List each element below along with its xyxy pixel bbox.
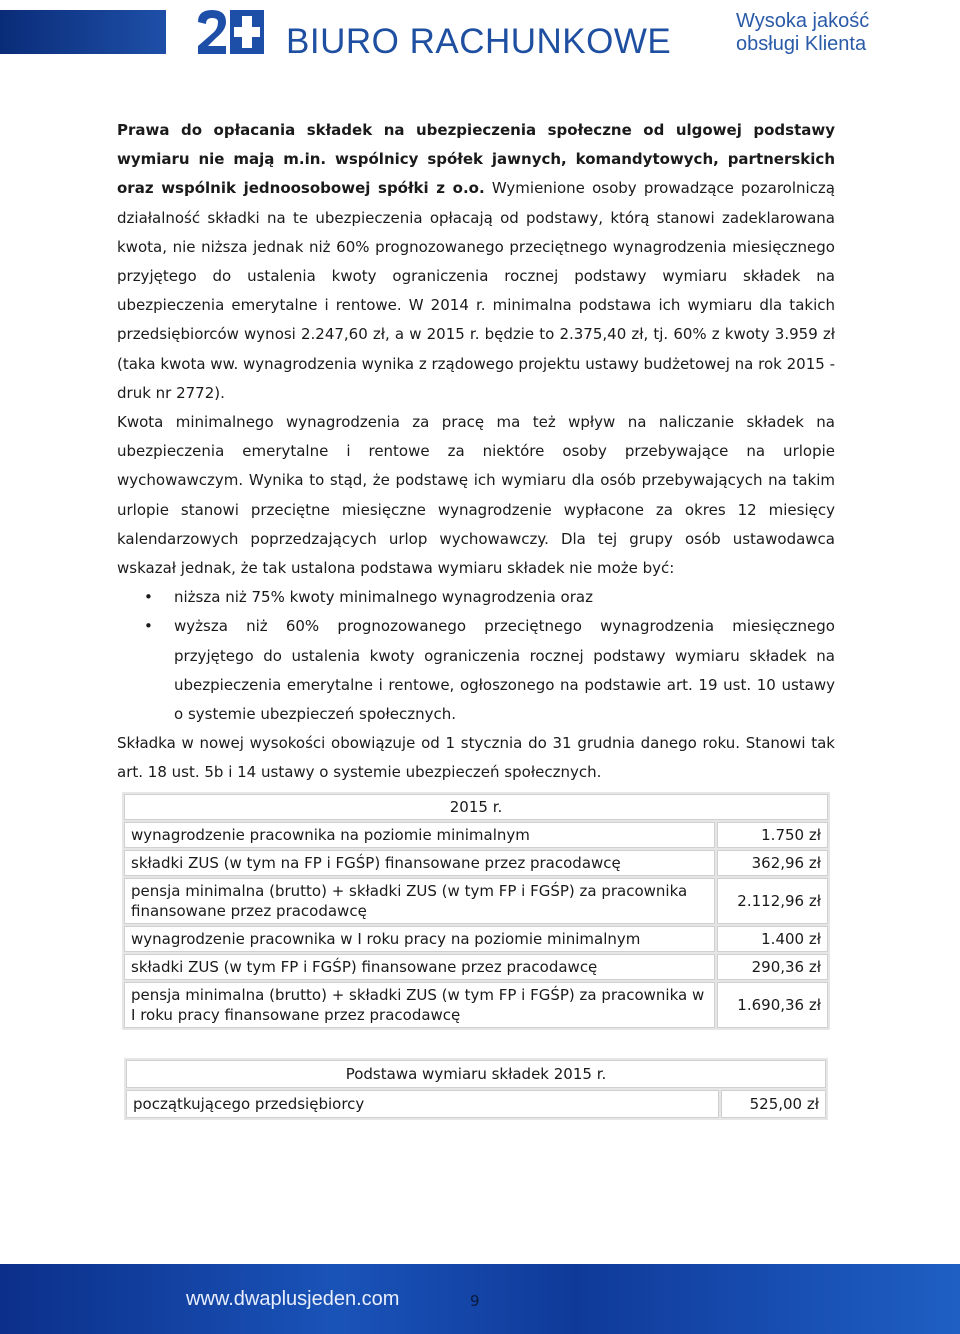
- table-header: Podstawa wymiaru składek 2015 r.: [126, 1060, 826, 1088]
- table-cell-value: 1.690,36 zł: [717, 982, 828, 1028]
- table-row: [124, 850, 828, 876]
- paragraph-2: Kwota minimalnego wynagrodzenia za pracę ma też wpływ na naliczanie składek na ubezpieczenia emerytalne i rentowe za niektóre osoby przebywające na urlopie wychowawczym. Wynika to stąd, że podstawę ich wymiaru dla osób przebywających na takim urlopie stanowi przeciętne miesięczne wynagrodzenie wypłacone za okres 12 miesięcy kalendarzowych poprzedzających urlop wychowawczy. Dla tej grupy osób ustawodawca wskazał jednak, że tak ustalona podstawa wymiaru składek nie może być:: [117, 413, 835, 578]
- paragraph-1-bold: Prawa do opłacania składek na ubezpieczenia społeczne od ulgowej podstawy wymiaru nie mają m.in. wspólnicy spółek jawnych, komandytowych, partnerskich oraz wspólnik jednoosobowej spółki z o.o.: [117, 121, 835, 198]
- bullet-icon: •: [144, 588, 153, 607]
- page-footer: [0, 1264, 960, 1334]
- header-accent-bar: [0, 10, 166, 54]
- tagline-line1: Wysoka jakość: [736, 10, 870, 32]
- table-cell-label: pensja minimalna (brutto) + składki ZUS (w tym FP i FGŚP) za pracownika w I roku pracy finansowane przez pracodawcę: [124, 982, 715, 1028]
- list-item: [117, 612, 835, 729]
- table-header: 2015 r.: [124, 794, 828, 820]
- footer-url: www.dwaplusjeden.com: [186, 1288, 400, 1310]
- logo-21-cross-icon: [196, 8, 266, 56]
- list-item: [117, 583, 835, 612]
- table-cell-value: 290,36 zł: [717, 954, 828, 980]
- bullet-icon: •: [144, 617, 153, 636]
- table-cell-value: 2.112,96 zł: [717, 878, 828, 924]
- document-body: [117, 116, 835, 788]
- paragraph-1: [117, 116, 835, 408]
- table-row: [124, 822, 828, 848]
- table-cell-label: początkującego przedsiębiorcy: [126, 1090, 719, 1118]
- paragraph-1-rest: Wymienione osoby prowadzące pozarolniczą działalność składki na te ubezpieczenia opłacają od podstawy, którą stanowi zadeklarowana kwota, nie niższa jednak niż 60% prognozowanego przeciętnego wynagrodzenia miesięcznego przyjętego do ustalenia kwoty ograniczenia rocznej podstawy wymiaru składek na ubezpieczenia emerytalne i rentowe. W 2014 r. minimalna podstawa ich wymiaru dla takich przedsiębiorców wynosi 2.247,60 zł, a w 2015 r. będzie to 2.375,40 zł, tj. 60% z kwoty 3.959 zł (taka kwota ww. wynagrodzenia wynika z rządowego projektu ustawy budżetowej na rok 2015 - druk nr 2772).: [117, 179, 835, 402]
- table-cell-value: 525,00 zł: [721, 1090, 826, 1118]
- list-item-text: wyższa niż 60% prognozowanego przeciętnego wynagrodzenia miesięcznego przyjętego do ustalenia kwoty ograniczenia rocznej podstawy wymiaru składek na ubezpieczenia emerytalne i rentowe, ogłoszonego na podstawie art. 19 ust. 10 ustawy o systemie ubezpieczeń społecznych.: [174, 617, 835, 724]
- wage-costs-table: [122, 792, 830, 1030]
- table-cell-label: składki ZUS (w tym na FP i FGŚP) finansowane przez pracodawcę: [124, 850, 715, 876]
- table-row: [124, 982, 828, 1028]
- tagline: [736, 10, 869, 56]
- table-cell-label: pensja minimalna (brutto) + składki ZUS (w tym FP i FGŚP) za pracownika finansowane przez pracodawcę: [124, 878, 715, 924]
- table-header-row: [126, 1060, 826, 1088]
- table-cell-value: 1.750 zł: [717, 822, 828, 848]
- bullet-list: [117, 583, 835, 729]
- brand-name: BIURO RACHUNKOWE: [286, 22, 672, 61]
- page-number: 9: [470, 1292, 480, 1310]
- table-row: [124, 878, 828, 924]
- table-cell-label: wynagrodzenie pracownika w I roku pracy na poziomie minimalnym: [124, 926, 715, 952]
- table-row: [126, 1090, 826, 1118]
- tagline-line2: obsługi Klienta: [736, 33, 867, 55]
- table-header-row: [124, 794, 828, 820]
- table-cell-value: 1.400 zł: [717, 926, 828, 952]
- table-row: [124, 954, 828, 980]
- table-row: [124, 926, 828, 952]
- table-cell-value: 362,96 zł: [717, 850, 828, 876]
- page-header: [0, 0, 960, 80]
- contribution-base-table: [124, 1058, 828, 1120]
- table-cell-label: składki ZUS (w tym FP i FGŚP) finansowane przez pracodawcę: [124, 954, 715, 980]
- list-item-text: niższa niż 75% kwoty minimalnego wynagrodzenia oraz: [174, 588, 593, 607]
- paragraph-3: Składka w nowej wysokości obowiązuje od 1 stycznia do 31 grudnia danego roku. Stanowi tak art. 18 ust. 5b i 14 ustawy o systemie ubezpieczeń społecznych.: [117, 734, 835, 782]
- table-cell-label: wynagrodzenie pracownika na poziomie minimalnym: [124, 822, 715, 848]
